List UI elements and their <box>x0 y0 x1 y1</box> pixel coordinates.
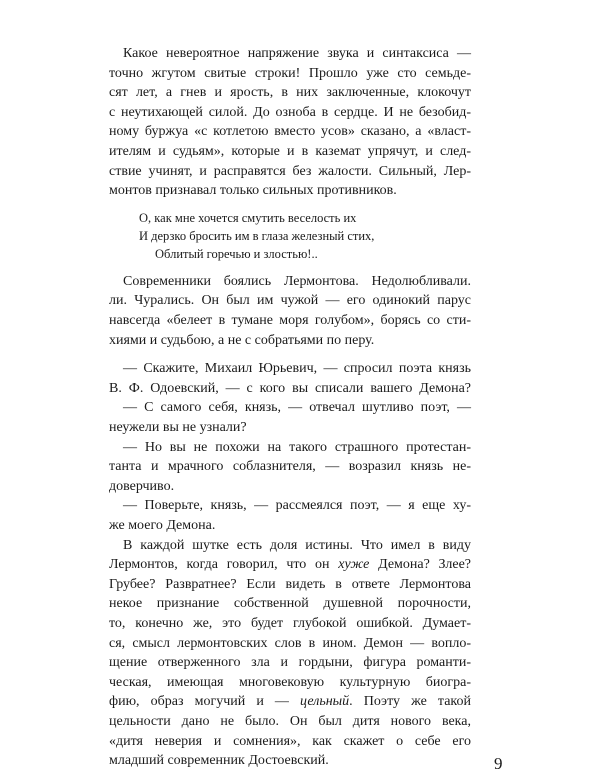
dialogue-line: же моего Демона. <box>109 518 216 533</box>
dialogue-line: — Поверьте, князь, — рассмеялся поэт, — я еще ху- <box>123 498 471 514</box>
paragraph-2-line: хиями и судьбою, а не с собратьями по перу. <box>109 332 375 348</box>
dialogue-line: В. Ф. Одоевский, — с кого вы списали вашего Демона? <box>109 380 471 396</box>
paragraph-3-line: В каждой шутке есть доля истины. Что имел в виду <box>123 537 471 553</box>
text-run: Демона? Злее? <box>369 557 472 573</box>
emphasis-text: хуже <box>338 557 370 573</box>
text-run: . Поэту же такой <box>349 694 471 710</box>
paragraph-1-line: Какое невероятное напряжение звука и синтаксиса — <box>123 46 471 61</box>
text-run: ческая, имеющая многовековую культурную биогра- <box>109 674 471 690</box>
emphasis-text: цельный <box>300 694 350 710</box>
text-run: щение отверженного зла и гордыни, фигура романти- <box>109 655 471 671</box>
paragraph-3-line <box>109 653 471 673</box>
paragraph-3-line <box>109 594 471 614</box>
paragraph-2-line: навсегда «белеет в тумане моря голубом», борясь со сти- <box>109 313 471 328</box>
page-number: 9 <box>494 754 503 774</box>
paragraph-1-line: точно жгутом свитые строки! Прошло уже сто семьде- <box>109 65 471 81</box>
text-run: Лермонтов, когда говорил, что он <box>109 557 339 573</box>
paragraph-1-line: ствие учинят, и расправятся без жалости. Сильный, Лер- <box>109 163 471 179</box>
paragraph-1-line: ному буржуа «с котлетою вместо усов» сказано, а «власт- <box>109 124 471 140</box>
text-run: фию, образ могучий и — <box>109 694 301 710</box>
paragraph-1-line: сят лет, а гнев и ярость, в них заключенные, клокочут <box>109 85 471 101</box>
text-run: цельности дано не было. Он был дитя нового века, <box>109 714 471 729</box>
verse-line: О, как мне хочется смутить веселость их <box>139 210 357 225</box>
dialogue-line: доверчиво. <box>109 478 175 494</box>
dialogue-line: танта и мрачного соблазнителя, — возразил князь не- <box>109 459 471 475</box>
paragraph-1-line: с неутихающей силой. До озноба в сердце. И не безобид- <box>109 104 471 120</box>
paragraph-3-line <box>109 634 471 654</box>
paragraph-1-line: ителям и судьям», которые и в каземат упрячут, и след- <box>109 144 471 159</box>
text-run: ся, смысл лермонтовских слов в ином. Демон — вопло- <box>109 635 471 651</box>
paragraph-2-line: ли. Чурались. Он был им чужой — его одинокий парус <box>109 293 471 309</box>
paragraph-3-line <box>109 575 471 595</box>
text-run: младший современник Достоевский. <box>109 753 329 769</box>
text-run: «дитя неверия и сомнения», как скажет о себе его <box>109 733 471 749</box>
dialogue-line: — С самого себя, князь, — отвечал шутливо поэт, — <box>123 400 471 416</box>
dialogue-line: — Но вы не похожи на такого страшного протестан- <box>123 439 471 455</box>
verse-line: И дерзко бросить им в глаза железный стих, <box>139 228 375 243</box>
text-run: то, конечно же, это будет глубокой ошибкой. Думает- <box>109 616 471 631</box>
paragraph-3-line <box>109 673 471 693</box>
paragraph-3-line <box>109 555 471 575</box>
paragraph-3-line <box>109 614 471 634</box>
paragraph-3-line <box>109 732 471 752</box>
paragraph-3-line <box>109 751 471 771</box>
text-run: Грубее? Развратнее? Если видеть в ответе Лермонтова <box>109 576 471 592</box>
text-run: некое признание собственной душевной порочности, <box>109 596 471 612</box>
paragraph-1-line: монтов признавал только сильных противников. <box>109 183 397 199</box>
verse-line: Облитый горечью и злостью!.. <box>155 246 318 261</box>
paragraph-2-line: Современники боялись Лермонтова. Недолюбливали. <box>123 273 471 289</box>
dialogue-line: неужели вы не узнали? <box>109 420 247 435</box>
paragraph-3-line <box>109 712 471 732</box>
paragraph-3-line <box>109 692 471 712</box>
dialogue-line: — Скажите, Михаил Юрьевич, — спросил поэта князь <box>123 361 471 377</box>
